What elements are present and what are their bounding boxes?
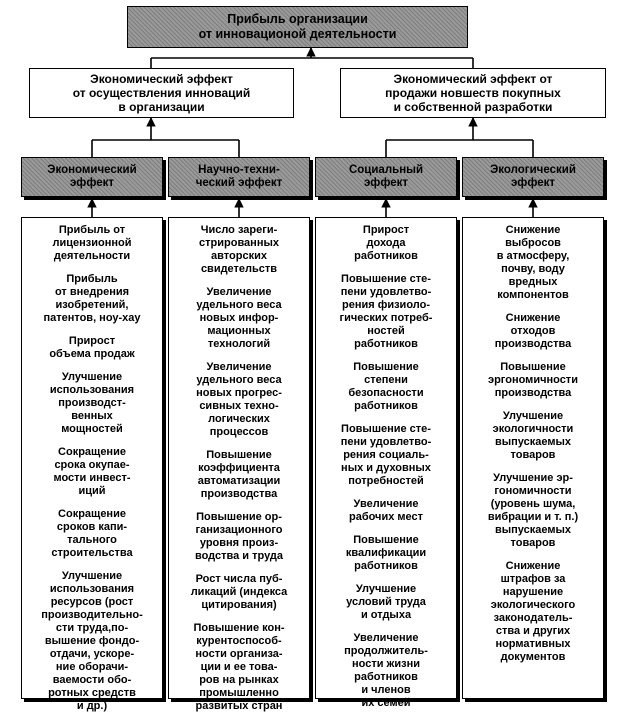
innovation-implementation-effect-box	[29, 68, 294, 118]
list-item: Число зареги- стрированных авторских свидетельств	[199, 224, 279, 275]
category-label: Экологический эффект	[490, 163, 576, 189]
scientific-technical-effect-list	[168, 217, 310, 712]
list-item: Улучшение условий труда и отдыха	[346, 583, 426, 621]
list-item: Увеличение удельного веса новых инфор- мационных технологий	[196, 286, 282, 350]
list-item: Рост числа пуб- ликаций (индекса цитирования)	[190, 573, 288, 611]
list-item: Сокращение сроков капи- тального строительства	[51, 508, 133, 559]
list-item: Повышение ор- ганизационного уровня произ- водства и труда	[194, 511, 284, 562]
profit-title-box	[127, 6, 468, 48]
list-item: Снижение отходов производства	[494, 312, 572, 350]
social-effect-list	[315, 217, 457, 709]
category-label: Научно-техни- ческий эффект	[195, 163, 283, 189]
innovation-sales-effect-text: Экономический эффект от продажи новшеств покупных и собственной разработки	[385, 72, 561, 114]
list-item: Улучшение использования ресурсов (рост производительно- сти труда,по- вышение фондо- отдачи, ускоре- ние оборачи- ваемости обо- ротных средств и др.)	[41, 570, 143, 712]
ecological-effect-list	[462, 217, 604, 699]
list-item: Прибыль от лицензионной деятельности	[52, 224, 132, 262]
category-label: Социальный эффект	[348, 163, 424, 189]
category-label: Экономический эффект	[47, 163, 137, 189]
category-ecological-effect	[462, 157, 604, 197]
list-item: Снижение штрафов за нарушение экологического законодатель- ства и других нормативных документов	[490, 560, 576, 663]
list-item: Прибыль от внедрения изобретений, патентов, ноу-хау	[43, 273, 141, 324]
list-item: Повышение сте- пени удовлетво- рения социаль- ных и духовных потребностей	[340, 423, 432, 487]
category-social-effect	[315, 157, 457, 197]
list-item: Повышение квалификации работников	[345, 534, 427, 572]
category-economic-effect	[21, 157, 163, 197]
list-item: Повышение сте- пени удовлетво- рения физиоло- гических потреб- ностей работников	[339, 273, 433, 350]
list-item: Сокращение срока окупае- мости инвест- иций	[53, 446, 131, 497]
economic-effect-list	[21, 217, 163, 712]
list-item: Повышение коэффициента автоматизации производства	[197, 449, 281, 500]
list-item: Повышение кон- курентоспособ- ности организа- ции и ее това- ров на рынках промышленно развитых стран	[193, 622, 285, 712]
list-item: Повышение эргономичности производства	[488, 361, 578, 399]
innovation-sales-effect-box	[340, 68, 606, 118]
list-item: Улучшение использования производст- венных мощностей	[49, 371, 135, 435]
innovation-implementation-effect-text: Экономический эффект от осуществления инноваций в организации	[72, 72, 251, 114]
list-item: Увеличение удельного веса новых прогрес- сивных техно- логических процессов	[196, 361, 282, 438]
list-item: Увеличение рабочих мест	[348, 498, 423, 523]
list-item: Увеличение продолжитель- ности жизни работников и членов их семей	[344, 632, 428, 709]
profit-title-text: Прибыль организации от инновационой деятельности	[198, 12, 397, 41]
list-item: Улучшение экологичности выпускаемых товаров	[492, 410, 574, 461]
list-item: Улучшение эр- гономичности (уровень шума, вибрации и т. п.) выпускаемых товаров	[487, 472, 579, 549]
list-item: Повышение степени безопасности работников	[348, 361, 424, 412]
category-scientific-technical-effect	[168, 157, 310, 197]
list-item: Снижение выбросов в атмосферу, почву, воду вредных компонентов	[496, 224, 570, 301]
list-item: Прирост объема продаж	[49, 335, 135, 360]
list-item: Прирост дохода работников	[354, 224, 418, 262]
